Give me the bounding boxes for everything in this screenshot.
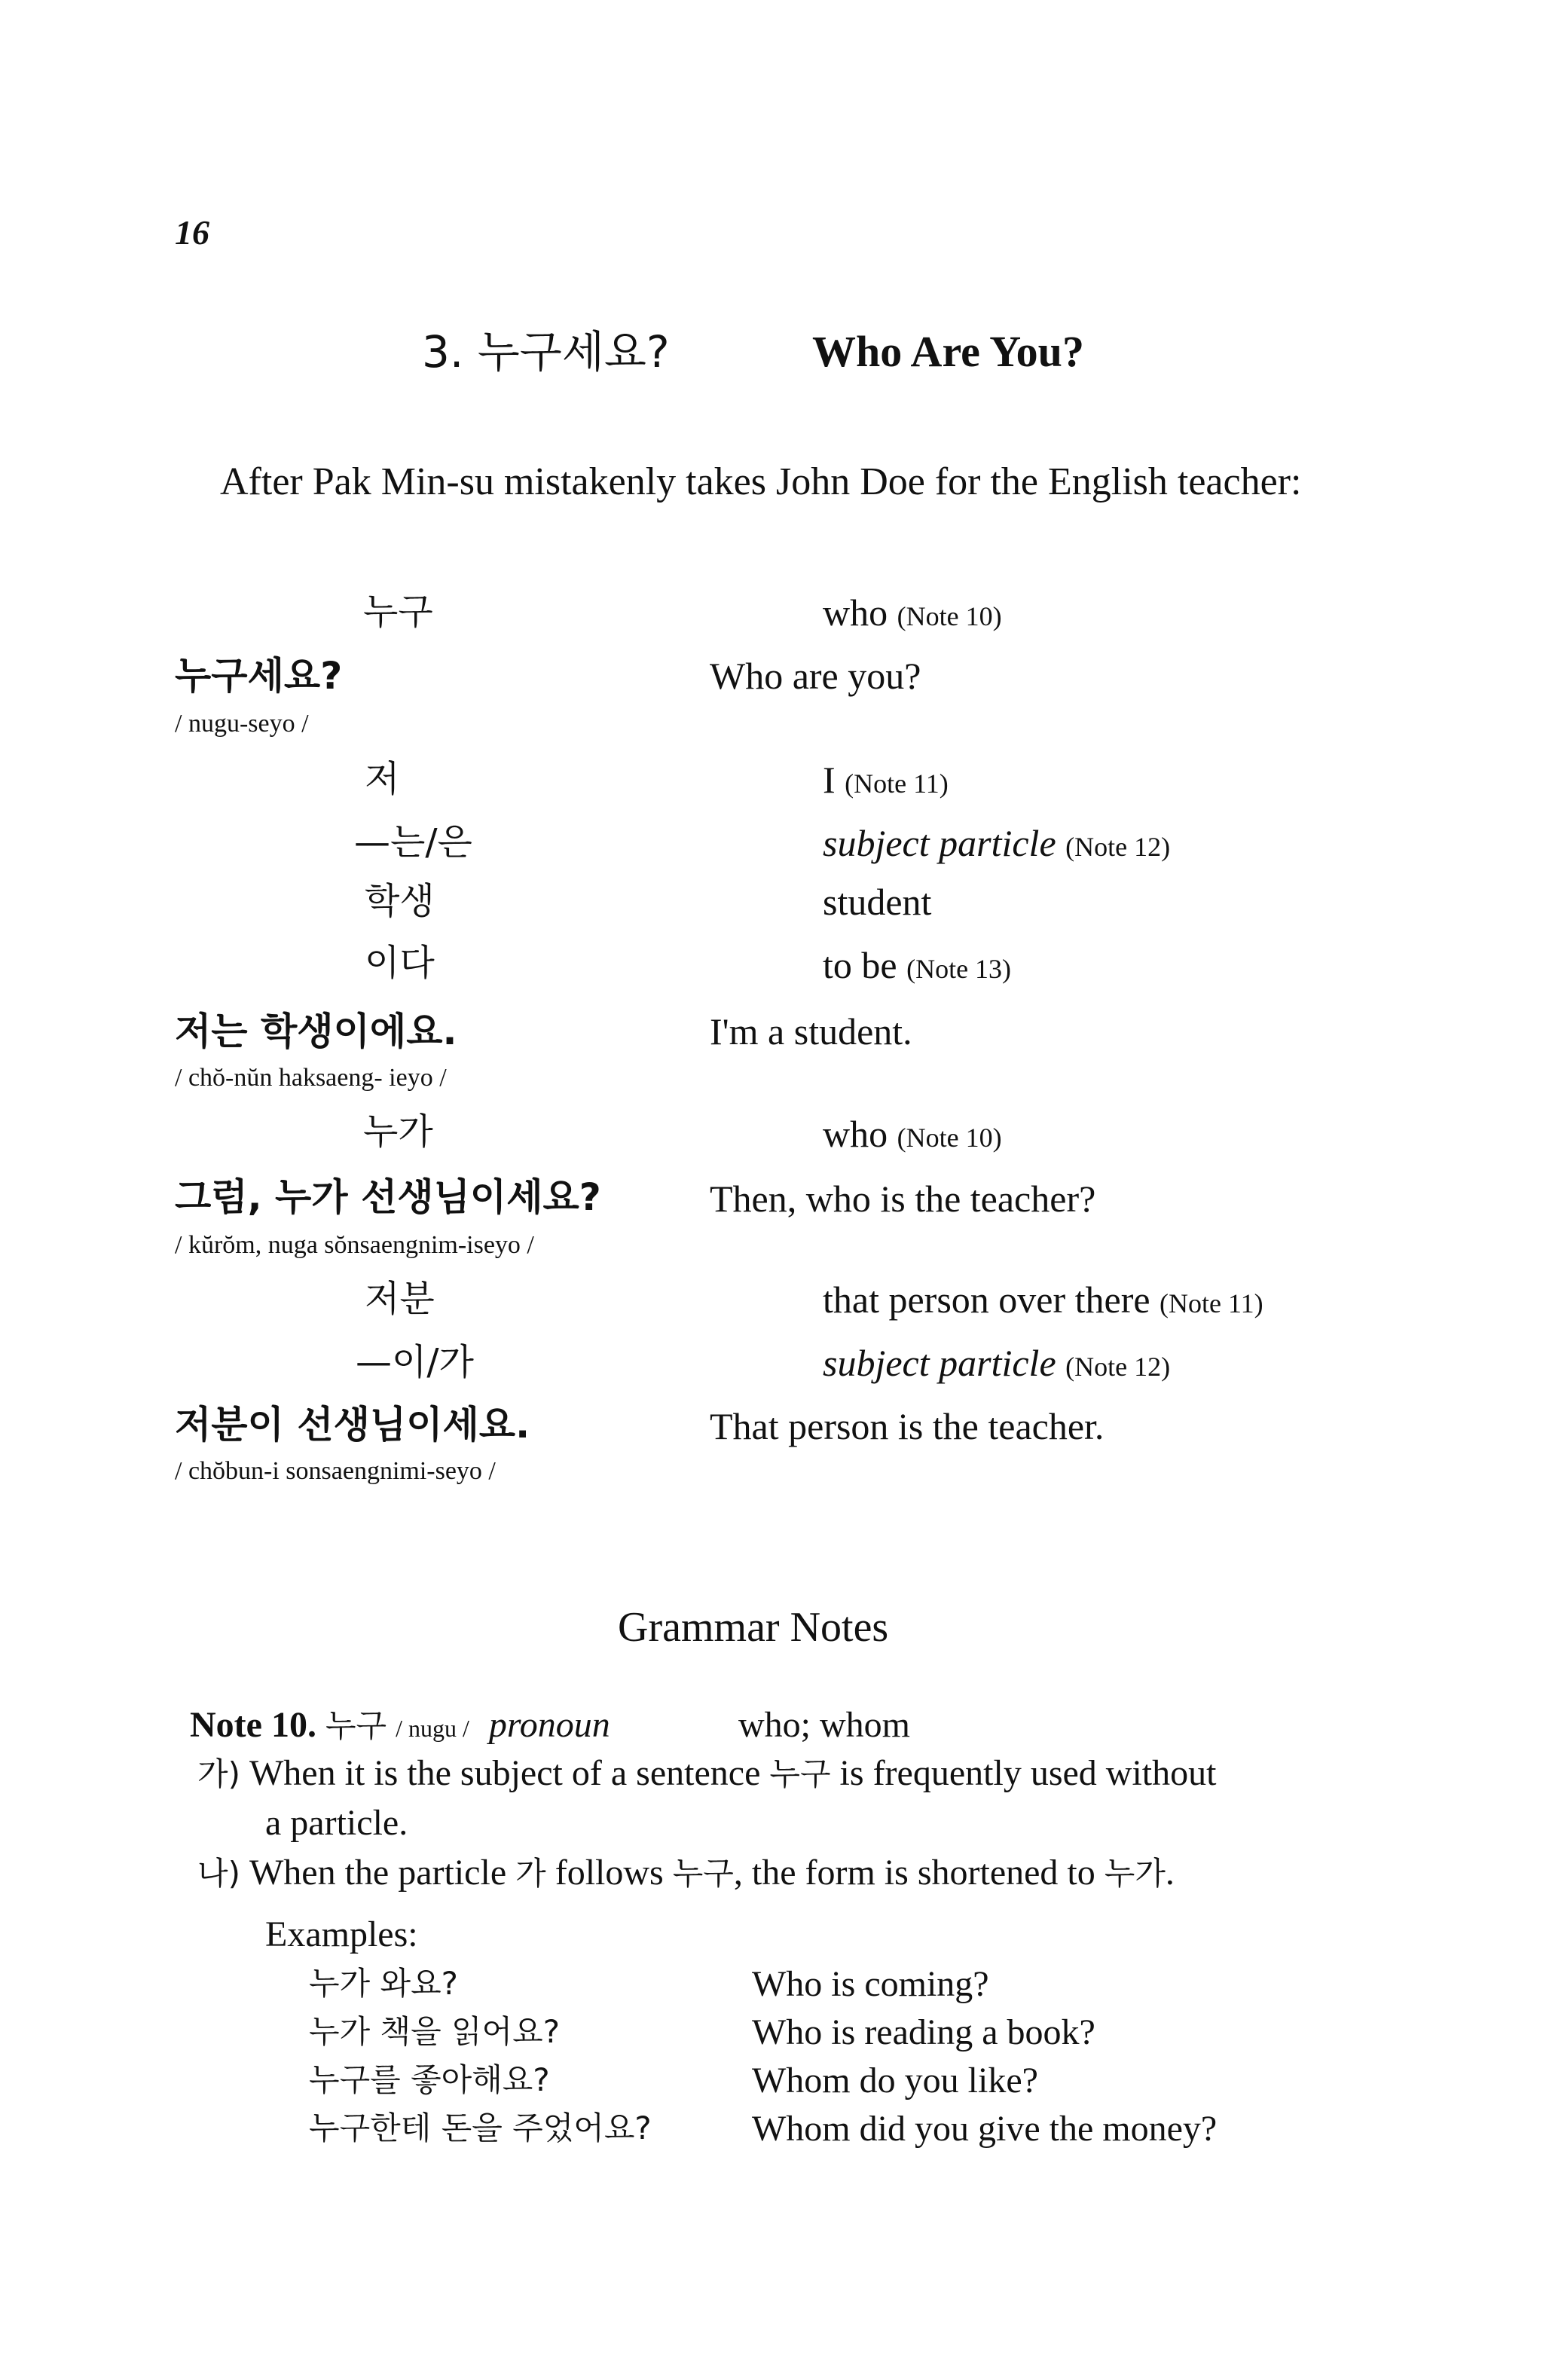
example-ko: 누구를 좋아해요? [309, 2061, 550, 2098]
vocab-ko: 누가 [363, 1111, 433, 1153]
lesson-title-korean: 3. 누구세요? [422, 326, 670, 377]
vocab-en: to be (Note 13) [823, 944, 1012, 986]
example-en: Whom do you like? [752, 2061, 1038, 2100]
note-meaning: who; whom [738, 1705, 910, 1745]
sentence-ko: 저분이 선생님이세요. [175, 1403, 530, 1447]
point-ga: 가) When it is the subject of a sentence 누구 is frequently used without [197, 1753, 1217, 1793]
sentence-romanization: / kŭrŏm, nuga sŏnsaengnim-iseyo / [175, 1231, 534, 1259]
note-heading: Note 10. 누구 / nugu / pronoun [190, 1705, 610, 1745]
sentence-en: That person is the teacher. [710, 1405, 1105, 1447]
vocab-en: that person over there (Note 11) [823, 1279, 1263, 1321]
vocab-en: who (Note 10) [823, 1113, 1002, 1155]
sentence-romanization: / chŏbun-i sonsaengnimi-seyo / [175, 1457, 496, 1485]
sentence-en: Who are you? [710, 655, 921, 697]
example-en: Who is coming? [752, 1964, 989, 2004]
examples-label: Examples: [265, 1914, 418, 1954]
sentence-ko: 저는 학생이에요. [175, 1010, 457, 1053]
vocab-en: I (Note 11) [823, 759, 949, 801]
vocab-en: who (Note 10) [823, 591, 1002, 634]
sentence-ko: 누구세요? [175, 654, 343, 698]
vocab-en: subject particle (Note 12) [823, 822, 1171, 864]
vocab-ko: 누구 [363, 591, 433, 633]
vocab-ko: —이/가 [356, 1341, 474, 1383]
vocab-ko: —는/은 [354, 821, 472, 863]
sentence-ko: 그럼, 누가 선생님이세요? [175, 1175, 601, 1219]
example-ko: 누구한테 돈을 주었어요? [309, 2110, 652, 2146]
sentence-en: I'm a student. [710, 1010, 912, 1053]
sentence-romanization: / chŏ-nŭn haksaeng- ieyo / [175, 1064, 447, 1092]
vocab-ko: 이다 [365, 942, 435, 984]
vocab-en: student [823, 881, 932, 923]
intro-text: After Pak Min-su mistakenly takes John Doe for the English teacher: [220, 460, 1302, 503]
page-number: 16 [175, 213, 209, 252]
example-ko: 누가 와요? [309, 1965, 458, 2002]
example-en: Who is reading a book? [752, 2012, 1095, 2052]
sentence-romanization: / nugu-seyo / [175, 710, 309, 738]
grammar-notes-title: Grammar Notes [618, 1604, 889, 1651]
vocab-ko: 저 [365, 758, 400, 800]
sentence-en: Then, who is the teacher? [710, 1178, 1096, 1220]
point-na: 나) When the particle 가 follows 누구, the form is shortened to 누가. [197, 1853, 1175, 1893]
vocab-ko: 학생 [365, 880, 435, 922]
example-ko: 누가 책을 읽어요? [309, 2013, 560, 2050]
lesson-title-english: Who Are You? [812, 327, 1084, 376]
point-ga-cont: a particle. [265, 1803, 408, 1843]
vocab-en: subject particle (Note 12) [823, 1342, 1171, 1384]
example-en: Whom did you give the money? [752, 2109, 1218, 2149]
vocab-ko: 저분 [365, 1278, 435, 1320]
